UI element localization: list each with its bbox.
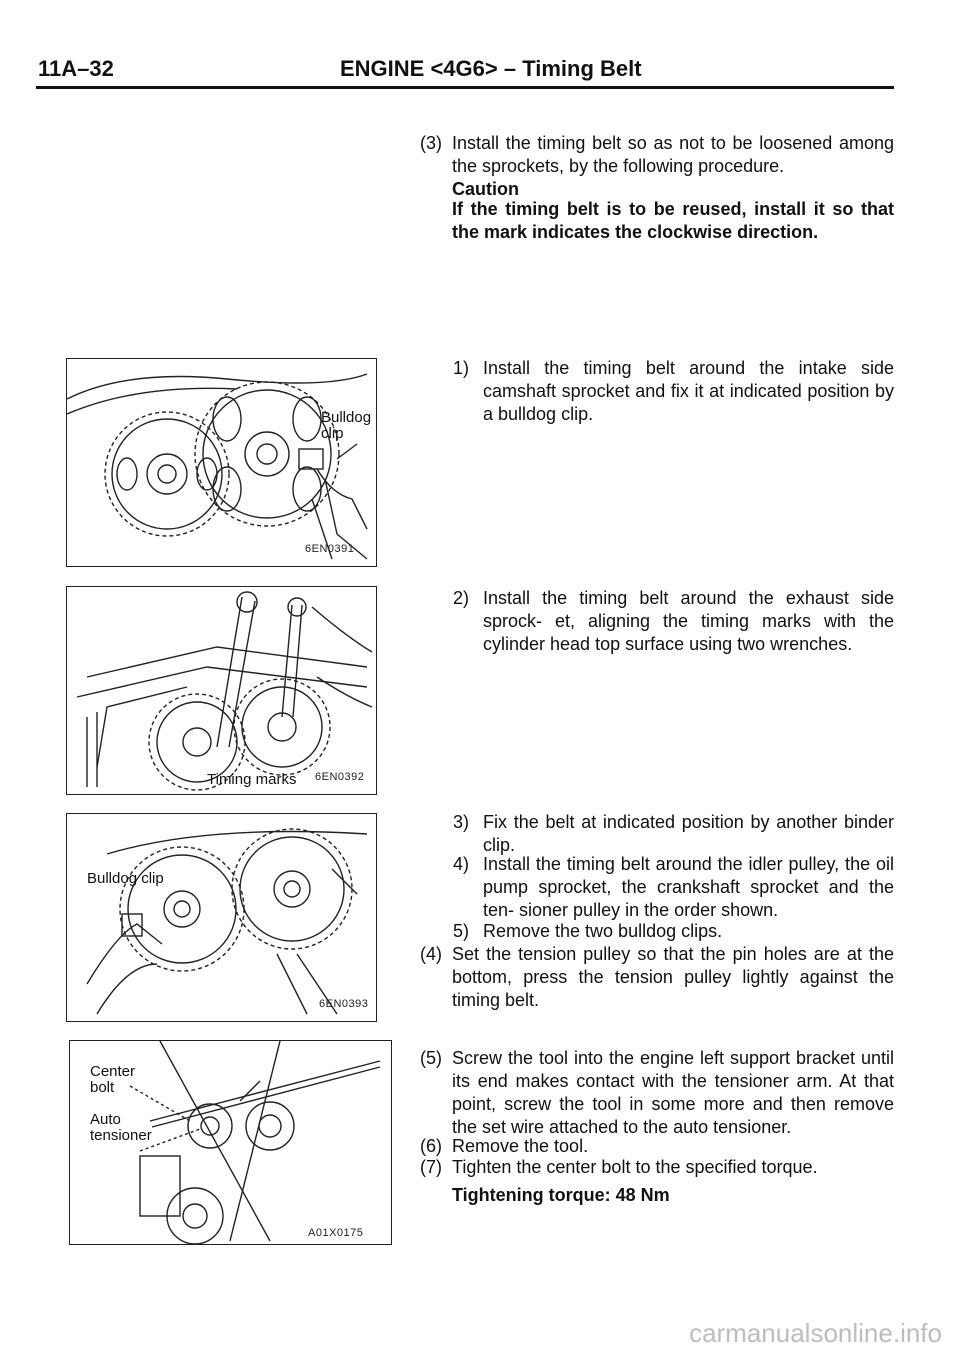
figure-code: 6EN0392 [315, 771, 365, 783]
step-number: (6) [420, 1136, 442, 1156]
substep-text: Install the timing belt around the exhaust side sprock- et, aligning the timing marks with the cylinder head top surface using two wrenches. [483, 588, 894, 654]
figure-bulldog-clip-second [66, 813, 377, 1022]
callout-label: clip [321, 425, 344, 442]
step-number: (4) [420, 944, 442, 964]
callout-label: Center [90, 1063, 136, 1080]
substep-text: Remove the two bulldog clips. [483, 921, 723, 941]
figure-code: 6EN0393 [319, 998, 369, 1010]
substep-text: Fix the belt at indicated position by another binder clip. [483, 812, 894, 855]
callout-label: tensioner [90, 1127, 152, 1144]
substep-number: 3) [453, 812, 470, 832]
substep-number: 1) [453, 358, 470, 378]
substep-number: 4) [453, 854, 470, 874]
caution-text: If the timing belt is to be reused, install it so that the mark indicates the clockwise direction. [452, 199, 894, 242]
substep-text: Install the timing belt around the intake side camshaft sprocket and fix it at indicated position by a bulldog clip. [483, 358, 894, 424]
camshaft-sprocket-illustration [67, 359, 376, 566]
callout-label: Timing marks [207, 771, 297, 788]
step-number: (5) [420, 1048, 442, 1068]
footer-watermark: carmanualsonline.info [689, 1318, 942, 1348]
step-text: Set the tension pulley so that the pin holes are at the bottom, press the tension pulley lightly against the timing belt. [452, 944, 894, 1010]
caution-label: Caution [452, 179, 519, 199]
callout-label: Auto [90, 1111, 121, 1128]
tightening-torque: Tightening torque: 48 Nm [452, 1185, 670, 1205]
figure-code: A01X0175 [308, 1227, 364, 1239]
page-number: 11A–32 [38, 56, 114, 81]
step-text: Install the timing belt so as not to be loosened among the sprockets, by the following procedure. [452, 133, 894, 176]
belt-clip-illustration [67, 814, 376, 1021]
step-text: Remove the tool. [452, 1136, 589, 1156]
header-rule [36, 86, 894, 89]
callout-label: Bulldog [321, 409, 372, 426]
wrenches-sprockets-illustration [67, 587, 376, 794]
figure-code: 6EN0391 [305, 543, 355, 555]
callout-label: Bulldog clip [87, 870, 164, 887]
page-title: ENGINE <4G6> – Timing Belt [340, 56, 642, 81]
figure-timing-marks [66, 586, 377, 795]
callout-label: bolt [90, 1079, 115, 1096]
step-number: (7) [420, 1157, 442, 1177]
step-text: Tighten the center bolt to the specified torque. [452, 1157, 818, 1177]
figure-bulldog-clip-intake [66, 358, 377, 567]
substep-text: Install the timing belt around the idler pulley, the oil pump sprocket, the crankshaft sprocket and the ten- sioner pulley in the order shown. [483, 854, 894, 920]
substep-number: 2) [453, 588, 470, 608]
step-number: (3) [420, 133, 442, 153]
step-text: Screw the tool into the engine left support bracket until its end makes contact with the tensioner arm. At that point, screw the tool in some more and then remove the set wire attached to the auto tensioner. [452, 1048, 894, 1137]
substep-number: 5) [453, 921, 470, 941]
figure-auto-tensioner [69, 1040, 392, 1245]
